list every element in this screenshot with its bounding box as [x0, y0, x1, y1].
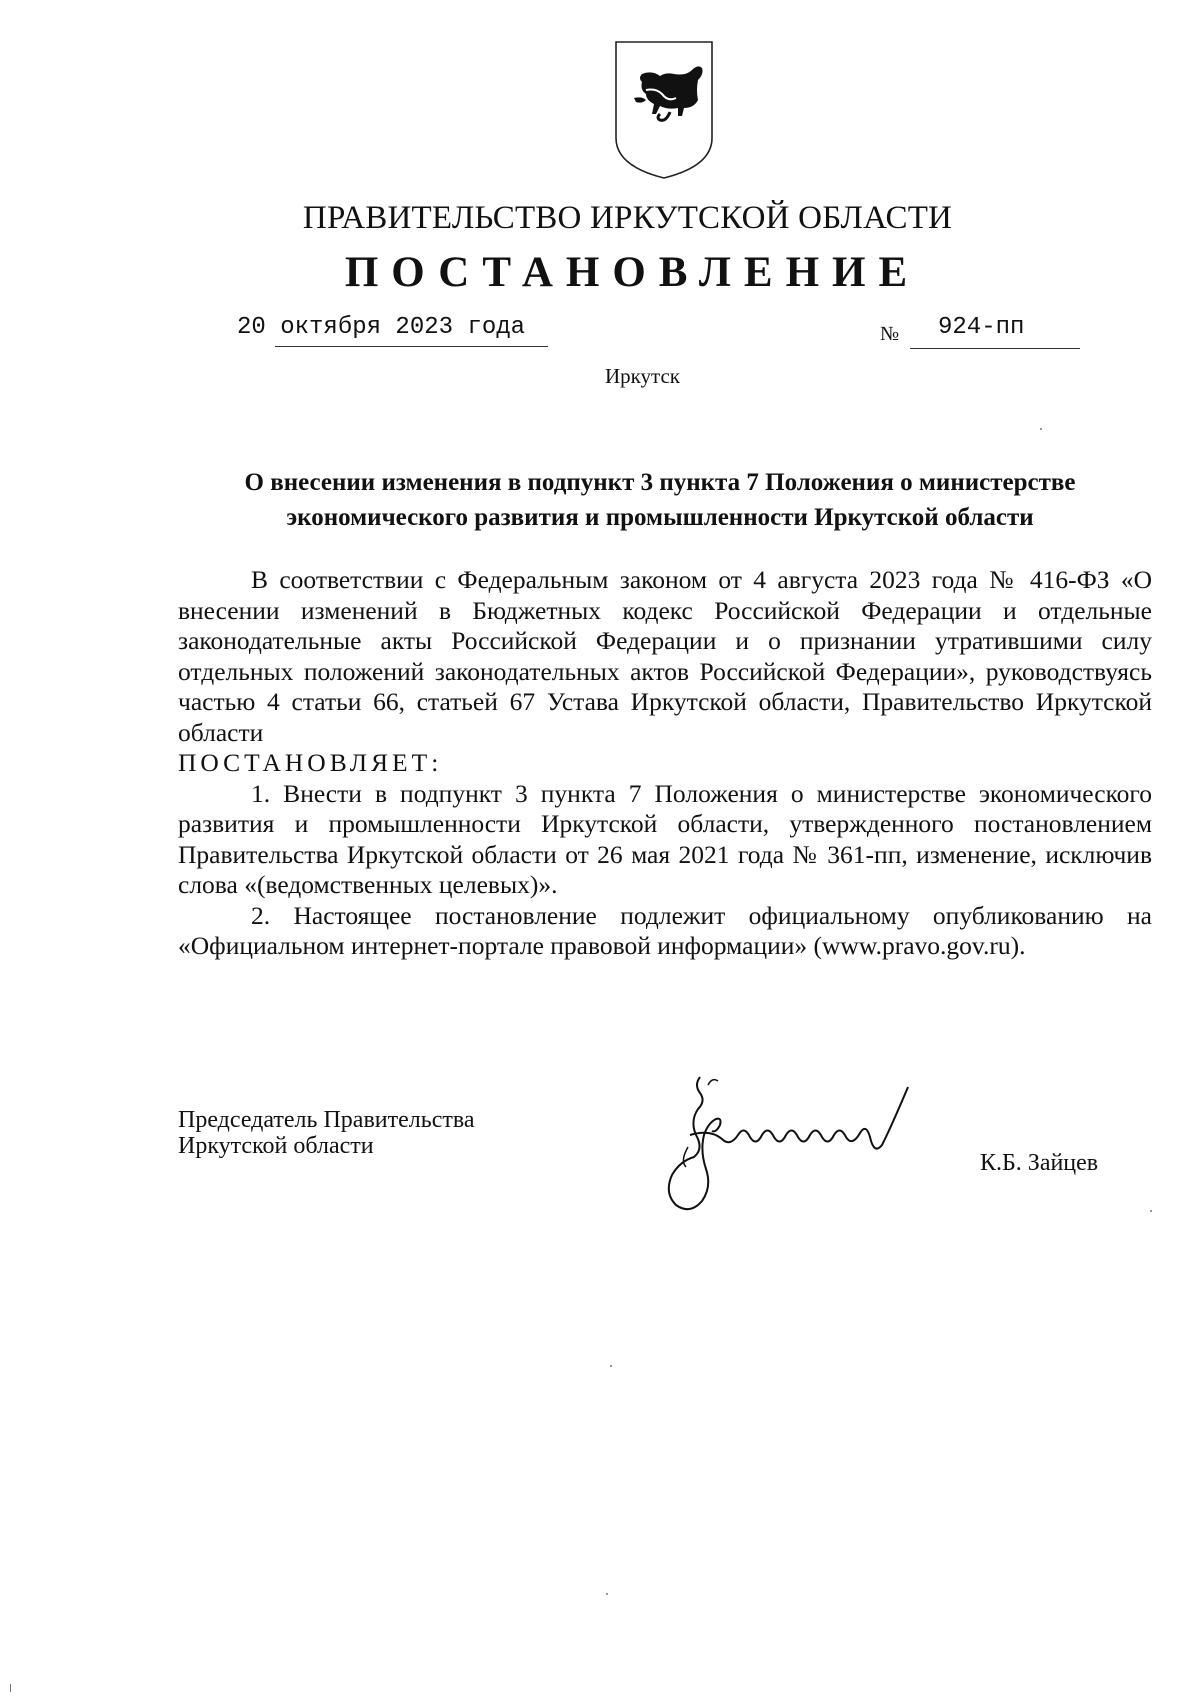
position-line-2: Иркутской области [178, 1133, 374, 1159]
date-value: 20 октября 2023 года [237, 314, 526, 341]
government-name: ПРАВИТЕЛЬСТВО ИРКУТСКОЙ ОБЛАСТИ [302, 200, 953, 236]
scan-speck [606, 1593, 608, 1595]
position-line-1: Председатель Правительства [178, 1107, 475, 1133]
number-sign: № [880, 323, 900, 345]
date-underline [275, 346, 548, 347]
scan-speck [10, 1684, 11, 1692]
title-line-2: экономического развития и промышленности Иркутской области [286, 504, 1034, 531]
scan-speck [1040, 428, 1042, 430]
document-type: ПОСТАНОВЛЕНИЕ [344, 249, 921, 296]
scan-speck [1150, 1210, 1152, 1212]
title-line-1: О внесении изменения в подпункт 3 пункта 7 Положения о министерстве [244, 469, 1076, 496]
number-underline [910, 348, 1080, 349]
coat-of-arms-emblem [612, 38, 716, 182]
number-value: 924-пп [938, 314, 1025, 341]
handwritten-signature [660, 1065, 930, 1230]
scan-speck [610, 1365, 612, 1367]
resolves-heading: ПОСТАНОВЛЯЕТ: [178, 748, 443, 777]
document-date [237, 314, 547, 341]
document-title [180, 465, 1140, 535]
item-1-paragraph: 1. Внести в подпункт 3 пункта 7 Положения о министерстве экономического развития и промышленности Иркутской области, утвержденного постановлением Правительства Иркутской области от 26 мая 2021 года № 361-пп, изменение, исключив слова «(ведомственных целевых)». [178, 778, 1152, 899]
signatory-position [178, 1107, 475, 1159]
city-name: Иркутск [604, 364, 681, 388]
document-body [178, 565, 1152, 962]
preamble-paragraph: В соответствии с Федеральным законом от 4 августа 2023 года № 416-ФЗ «О внесении изменений в Бюджетных кодекс Российской Федерации и отдельные законодательные акты Российской Федерации и о признании утратившими силу отдельных положений законодательных актов Российской Федерации», руководствуясь частью 4 статьи 66, статьей 67 Устава Иркутской области, Правительство Иркутской области [178, 565, 1152, 747]
item-2-paragraph: 2. Настоящее постановление подлежит официальному опубликованию на «Официальном интернет-портале правовой информации» (www.pravo.gov.ru). [178, 900, 1152, 960]
signatory-name: К.Б. Зайцев [980, 1150, 1099, 1176]
